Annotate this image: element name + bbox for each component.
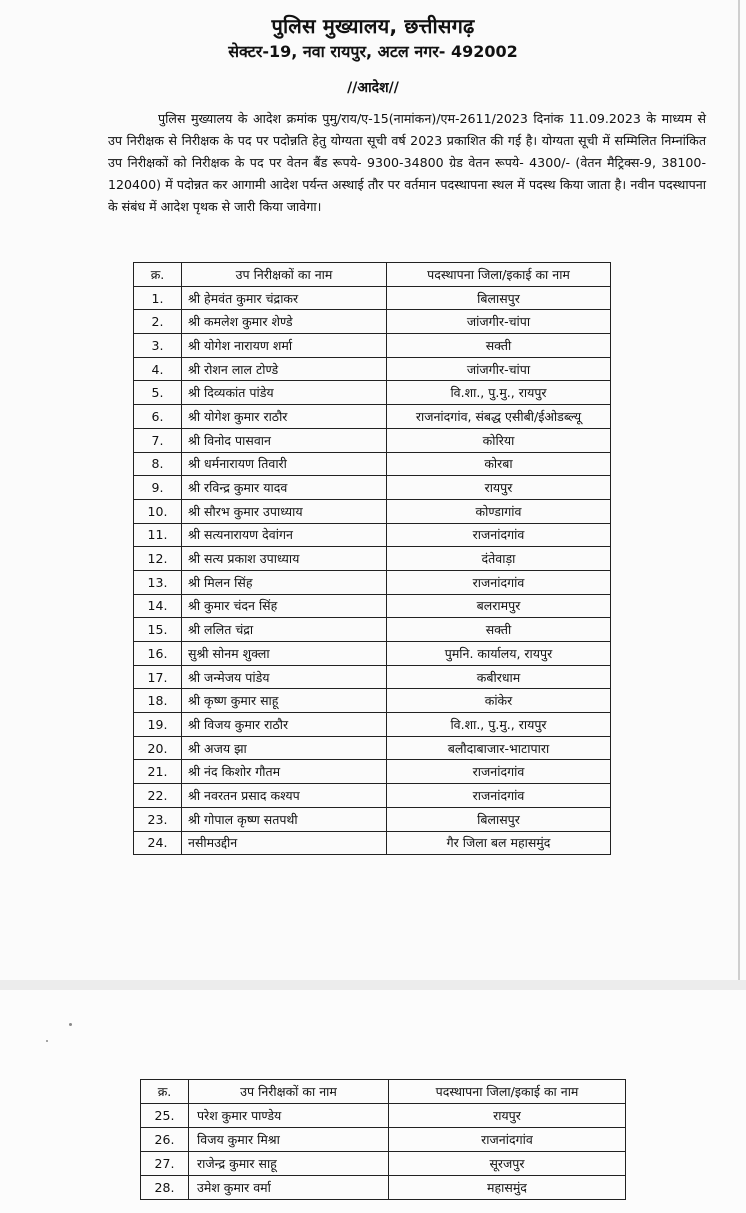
table-row — [134, 523, 611, 547]
row-posting-place: जांजगीर-चांपा — [387, 310, 611, 334]
row-serial: 21. — [134, 760, 182, 784]
row-officer-name: उमेश कुमार वर्मा — [189, 1176, 389, 1200]
row-officer-name: श्री हेमवंत कुमार चंद्राकर — [182, 286, 387, 310]
row-posting-place: राजनांदगांव — [387, 523, 611, 547]
row-serial: 24. — [134, 831, 182, 855]
row-officer-name: श्री कमलेश कुमार शेण्डे — [182, 310, 387, 334]
table-row — [134, 689, 611, 713]
row-officer-name: श्री गोपाल कृष्ण सतपथी — [182, 807, 387, 831]
row-posting-place: कांकेर — [387, 689, 611, 713]
row-serial: 19. — [134, 713, 182, 737]
row-serial: 13. — [134, 570, 182, 594]
table-row — [134, 807, 611, 831]
order-body-paragraph: पुलिस मुख्यालय के आदेश क्रमांक पुमु/राय/ए-15(नामांकन)/एम-2611/2023 दिनांक 11.09.2023 के माध्यम से उप निरीक्षक से निरीक्षक के पद पर पदोन्नति हेतु योग्यता सूची वर्ष 2023 प्रकाशित की गई है। योग्यता सूची में सम्मिलित निम्नांकित उप निरीक्षकों को निरीक्षक के पद पर वेतन बैंड रूपये- 9300-34800 ग्रेड वेतन रूपये- 4300/- (वेतन मैट्रिक्स-9, 38100-120400) में पदोन्नत कर आगामी आदेश पर्यन्त अस्थाई तौर पर वर्तमान पदस्थापना स्थल में पदस्थ किया जाता है। नवीन पदस्थापना के संबंध में आदेश पृथक से जारी किया जावेगा। — [108, 111, 706, 214]
row-serial: 6. — [134, 405, 182, 429]
row-posting-place: बिलासपुर — [387, 286, 611, 310]
row-serial: 28. — [141, 1176, 189, 1200]
row-serial: 12. — [134, 547, 182, 571]
row-officer-name: विजय कुमार मिश्रा — [189, 1128, 389, 1152]
row-officer-name: श्री कुमार चंदन सिंह — [182, 594, 387, 618]
header-posting: पदस्थापना जिला/इकाई का नाम — [389, 1080, 626, 1104]
table-row — [134, 286, 611, 310]
row-officer-name: श्री दिव्यकांत पांडेय — [182, 381, 387, 405]
header-name: उप निरीक्षकों का नाम — [182, 263, 387, 287]
row-serial: 18. — [134, 689, 182, 713]
row-serial: 2. — [134, 310, 182, 334]
table-body-page-2 — [141, 1104, 626, 1200]
table-row — [134, 428, 611, 452]
row-officer-name: श्री विनोद पासवान — [182, 428, 387, 452]
table-row — [134, 334, 611, 358]
table-row — [134, 760, 611, 784]
row-posting-place: जांजगीर-चांपा — [387, 357, 611, 381]
table-row — [134, 405, 611, 429]
row-posting-place: राजनांदगांव — [387, 784, 611, 808]
table-row — [134, 713, 611, 737]
table-header-row — [141, 1080, 626, 1104]
row-posting-place: सक्ती — [387, 334, 611, 358]
row-officer-name: श्री अजय झा — [182, 736, 387, 760]
table-row — [141, 1104, 626, 1128]
row-serial: 1. — [134, 286, 182, 310]
row-serial: 15. — [134, 618, 182, 642]
row-officer-name: राजेन्द्र कुमार साहू — [189, 1152, 389, 1176]
order-heading: //आदेश// — [347, 80, 399, 96]
row-serial: 25. — [141, 1104, 189, 1128]
scan-speck — [69, 1023, 72, 1026]
row-serial: 11. — [134, 523, 182, 547]
table-row — [134, 642, 611, 666]
row-posting-place: कोरिया — [387, 428, 611, 452]
row-officer-name: श्री नंद किशोर गौतम — [182, 760, 387, 784]
row-serial: 16. — [134, 642, 182, 666]
table-row — [134, 665, 611, 689]
table-row — [141, 1176, 626, 1200]
row-serial: 17. — [134, 665, 182, 689]
row-officer-name: परेश कुमार पाण्डेय — [189, 1104, 389, 1128]
row-serial: 27. — [141, 1152, 189, 1176]
row-officer-name: श्री योगेश कुमार राठौर — [182, 405, 387, 429]
document-page-2 — [0, 990, 746, 1213]
table-row — [134, 381, 611, 405]
table-row — [134, 736, 611, 760]
row-posting-place: राजनांदगांव, संबद्ध एसीबी/ईओडब्ल्यू — [387, 405, 611, 429]
row-posting-place: सक्ती — [387, 618, 611, 642]
row-officer-name: श्री योगेश नारायण शर्मा — [182, 334, 387, 358]
table-row — [134, 618, 611, 642]
row-serial: 14. — [134, 594, 182, 618]
scan-speck — [46, 1040, 48, 1042]
row-serial: 4. — [134, 357, 182, 381]
row-posting-place: गैर जिला बल महासमुंद — [387, 831, 611, 855]
promotion-table-page-1 — [133, 262, 611, 855]
row-posting-place: राजनांदगांव — [387, 570, 611, 594]
header-serial: क्र. — [134, 263, 182, 287]
row-posting-place: पुमनि. कार्यालय, रायपुर — [387, 642, 611, 666]
row-posting-place: कोरबा — [387, 452, 611, 476]
table-row — [141, 1128, 626, 1152]
table-row — [134, 570, 611, 594]
row-posting-place: महासमुंद — [389, 1176, 626, 1200]
row-officer-name: नसीमउद्दीन — [182, 831, 387, 855]
row-serial: 22. — [134, 784, 182, 808]
scan-edge-line — [738, 0, 740, 980]
office-title: पुलिस मुख्यालय, छत्तीसगढ़ — [271, 14, 475, 38]
row-posting-place: सूरजपुर — [389, 1152, 626, 1176]
row-posting-place: राजनांदगांव — [389, 1128, 626, 1152]
table-row — [134, 594, 611, 618]
row-officer-name: श्री नवरतन प्रसाद कश्यप — [182, 784, 387, 808]
page-separator — [0, 980, 746, 990]
row-posting-place: राजनांदगांव — [387, 760, 611, 784]
row-serial: 7. — [134, 428, 182, 452]
table-row — [134, 499, 611, 523]
row-serial: 23. — [134, 807, 182, 831]
row-posting-place: रायपुर — [387, 476, 611, 500]
row-officer-name: श्री रविन्द्र कुमार यादव — [182, 476, 387, 500]
table-row — [134, 831, 611, 855]
row-officer-name: श्री जन्मेजय पांडेय — [182, 665, 387, 689]
row-serial: 20. — [134, 736, 182, 760]
row-serial: 5. — [134, 381, 182, 405]
row-officer-name: श्री सत्य प्रकाश उपाध्याय — [182, 547, 387, 571]
table-row — [134, 310, 611, 334]
table-row — [141, 1152, 626, 1176]
row-serial: 26. — [141, 1128, 189, 1152]
row-posting-place: वि.शा., पु.मु., रायपुर — [387, 381, 611, 405]
header-posting: पदस्थापना जिला/इकाई का नाम — [387, 263, 611, 287]
table-row — [134, 476, 611, 500]
row-officer-name: श्री धर्मनारायण तिवारी — [182, 452, 387, 476]
row-posting-place: बलौदाबाजार-भाटापारा — [387, 736, 611, 760]
row-serial: 9. — [134, 476, 182, 500]
table-row — [134, 784, 611, 808]
row-officer-name: श्री विजय कुमार राठौर — [182, 713, 387, 737]
row-posting-place: बिलासपुर — [387, 807, 611, 831]
row-posting-place: रायपुर — [389, 1104, 626, 1128]
row-officer-name: सुश्री सोनम शुक्ला — [182, 642, 387, 666]
row-posting-place: कबीरधाम — [387, 665, 611, 689]
promotion-table-page-2 — [140, 1079, 626, 1200]
header-name: उप निरीक्षकों का नाम — [189, 1080, 389, 1104]
table-row — [134, 452, 611, 476]
row-posting-place: बलरामपुर — [387, 594, 611, 618]
office-address: सेक्टर-19, नवा रायपुर, अटल नगर- 492002 — [228, 42, 518, 61]
table-row — [134, 547, 611, 571]
row-officer-name: श्री सत्यनारायण देवांगन — [182, 523, 387, 547]
header-serial: क्र. — [141, 1080, 189, 1104]
row-posting-place: वि.शा., पु.मु., रायपुर — [387, 713, 611, 737]
row-posting-place: दंतेवाड़ा — [387, 547, 611, 571]
row-officer-name: श्री रोशन लाल टोण्डे — [182, 357, 387, 381]
table-body-page-1 — [134, 286, 611, 855]
row-serial: 8. — [134, 452, 182, 476]
row-officer-name: श्री कृष्ण कुमार साहू — [182, 689, 387, 713]
row-officer-name: श्री सौरभ कुमार उपाध्याय — [182, 499, 387, 523]
row-serial: 10. — [134, 499, 182, 523]
row-officer-name: श्री मिलन सिंह — [182, 570, 387, 594]
table-row — [134, 357, 611, 381]
row-posting-place: कोण्डागांव — [387, 499, 611, 523]
row-officer-name: श्री ललित चंद्रा — [182, 618, 387, 642]
row-serial: 3. — [134, 334, 182, 358]
table-header-row — [134, 263, 611, 287]
